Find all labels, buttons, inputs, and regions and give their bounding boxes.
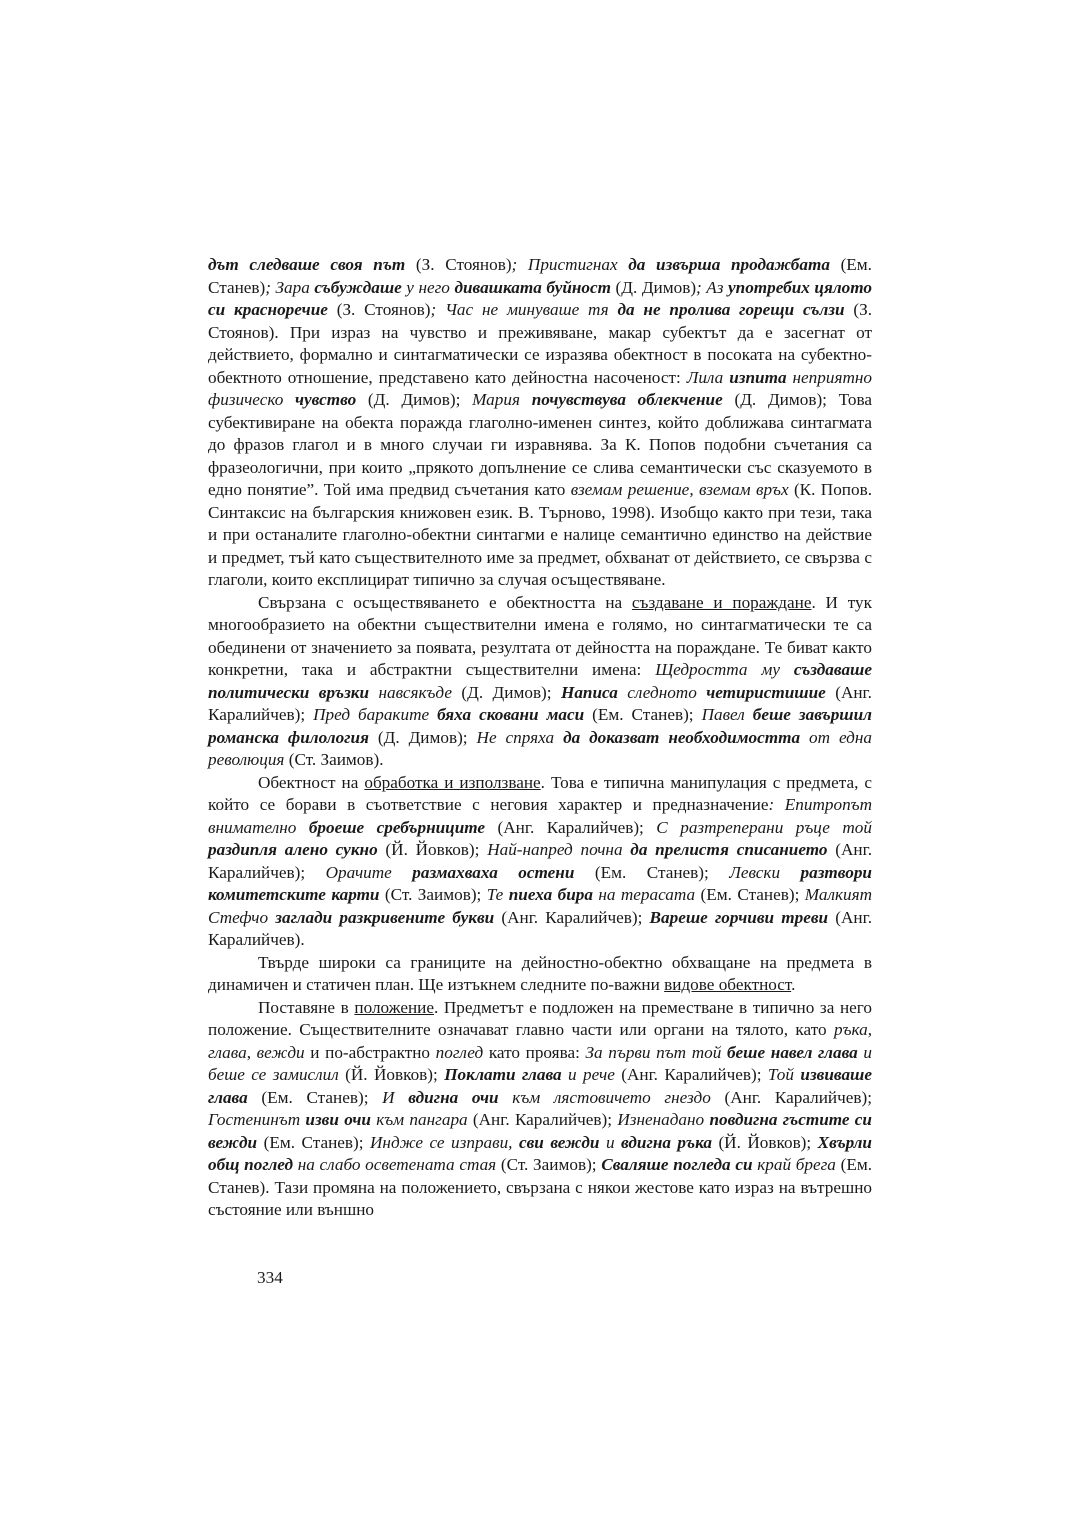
example-text: у него: [401, 277, 455, 297]
example-phrase: беше навел глава: [726, 1042, 858, 1062]
example-text: край брега: [752, 1155, 836, 1174]
example-phrase: вдигна ръка: [621, 1132, 712, 1152]
text-run: . И тук многообразието на обектни съществителни имена е голямо, но синтагматически те са обединени от значението за появата, резултата от дейността на пораждане. Те биват както конкретни, така и абстрактни съществителни имена:: [208, 592, 872, 679]
example-phrase: дът следваше своя път: [208, 255, 406, 274]
text-run: (Й. Йовков);: [711, 1132, 818, 1152]
text-run: (Д. Димов);: [368, 727, 477, 747]
example-text: глава: [208, 1042, 247, 1062]
example-phrase: Написа: [560, 682, 618, 702]
example-phrase: пиеха бира: [508, 885, 593, 904]
example-text: Павел: [701, 705, 753, 724]
text-run: (Д. Димов); Това субективиране на обекта поражда глаголно-именен синтез, който доближава синтагмата до фразов глагол и в много случаи ги изравнява. За К. Попов подобни съчетания са фразеологични, при които „прякото допълнение се слива семантически със сказуемото в едно понятие”. Той има предвид съчетания като: [208, 390, 872, 499]
example-phrase: събуждаше: [314, 277, 402, 297]
text-run: (Ем. Станев);: [695, 885, 805, 904]
example-text: Лила: [686, 367, 730, 387]
paragraph: [208, 254, 872, 592]
example-phrase: беше завършил романска филология: [208, 705, 872, 747]
example-text: от една революция: [208, 727, 872, 769]
text-run: (З. Стоянов). При израз на чувство и преживяване, макар субектът да е засегнат от действието, формално и синтагматически се изразява обектност в посоката на субектно-обектното отношение, представено като дейностна насоченост:: [208, 300, 872, 387]
example-text: ; Зара: [265, 277, 315, 297]
text-run: (Ем. Станев);: [247, 1087, 383, 1107]
paragraph: [208, 997, 872, 1222]
text-run: (Анг. Каралийчев);: [494, 907, 650, 927]
example-text: вежди: [256, 1042, 305, 1062]
example-text: на терасата: [592, 885, 696, 904]
text-run: (Д. Димов);: [451, 682, 561, 702]
example-text: ; Пристигнах: [511, 255, 629, 274]
text-run: (Анг. Каралийчев);: [208, 682, 872, 724]
text-run: (Ст. Заимов);: [379, 885, 487, 904]
term: обработка и използване: [364, 772, 541, 792]
example-text: неприятно физическо: [208, 367, 872, 409]
text-run: Твърде широки са границите на дейностно-обектно обхващане на предмета в динамичен и статичен план. Ще изтъкнем следните по-важни: [208, 952, 872, 994]
example-phrase: почувствува облекчение: [531, 390, 723, 409]
example-phrase: бяха сковани маси: [437, 705, 585, 724]
example-text: следното: [617, 682, 707, 702]
example-phrase: размахваха остени: [412, 862, 575, 882]
text-run: ,: [867, 1020, 872, 1039]
example-text: Щедростта му: [655, 660, 794, 679]
text-run: (Ем. Станев);: [257, 1132, 371, 1152]
example-phrase: създаваше политически връзки: [208, 660, 872, 702]
text-run: (З. Стоянов): [327, 300, 431, 319]
example-phrase: да извърша продажбата: [628, 255, 830, 274]
example-phrase: Вареше горчиви треви: [649, 907, 829, 927]
text-run: (Анг. Каралийчев);: [710, 1087, 873, 1107]
example-text: Малкият Стефчо: [208, 885, 872, 927]
example-text: вземам решение, вземам връх: [570, 480, 789, 499]
example-phrase: да прелистя списанието: [630, 840, 828, 859]
page-number: 334: [257, 1268, 283, 1287]
paragraph: [208, 592, 872, 772]
text-run: Свързана с осъществяването е обектността на: [258, 592, 632, 612]
example-phrase: вдигна очи: [408, 1087, 499, 1107]
text-run: (Ст. Заимов);: [496, 1155, 602, 1174]
text-run: (З. Стоянов): [405, 255, 512, 274]
text-run: (К. Попов. Синтаксис на българския книжовен език. В. Търново, 1998). Изобщо както при тези, така и при останалите глаголно-обектни синтагми е налице семантично единство на действие и предмет, тъй като съществителното име за предмет, обхванат от действието, се свързва с глаголи, които експлицират типично за случая осъществяване.: [208, 480, 872, 589]
text-run: (Анг. Каралийчев);: [485, 817, 657, 837]
term: видове обектност: [664, 975, 792, 994]
text-run: (Д. Димов);: [356, 390, 473, 409]
example-text: и: [599, 1132, 622, 1152]
example-text: Най-напред почна: [487, 840, 631, 859]
text-run: Обектност на: [258, 772, 365, 792]
example-text: Изненадано: [617, 1110, 710, 1129]
text-run: (Й. Йовков);: [377, 840, 488, 859]
example-phrase: четиристишие: [706, 682, 826, 702]
text-run: . Това е типична манипулация с предмета, с който се борави в съответствие с неговия характер и предназначение: [208, 772, 872, 814]
example-phrase: чувство: [295, 390, 357, 409]
example-phrase: извиваше глава: [208, 1065, 872, 1107]
example-text: към лястовичето гнездо: [498, 1087, 711, 1107]
example-text: и беше се замислил: [208, 1042, 872, 1084]
text-run: (Анг. Каралийчев);: [614, 1065, 768, 1084]
example-phrase: употребих цялото си красноречие: [208, 277, 872, 319]
example-text: Левски: [729, 862, 801, 882]
example-text: : Епитропът внимателно: [208, 795, 872, 837]
text-run: (Ст. Заимов).: [284, 750, 384, 769]
example-text: Орачите: [325, 862, 413, 882]
example-text: ръка: [833, 1020, 868, 1039]
example-text: към пангара: [370, 1110, 468, 1129]
example-text: Не спряха: [476, 727, 564, 747]
body-text: [208, 254, 872, 1222]
example-text: И: [382, 1087, 409, 1107]
example-phrase: изви очи: [305, 1110, 371, 1129]
text-run: (Ем. Станев). Тази промяна на положението, свързана с някои жестове като израз на вътрешно състояние или външно: [208, 1155, 873, 1219]
example-phrase: да доказват необходимостта: [563, 727, 801, 747]
text-run: ,: [246, 1042, 257, 1062]
example-text: Той: [767, 1065, 801, 1084]
text-run: (Анг. Каралийчев);: [467, 1110, 618, 1129]
text-run: (Ем. Станев);: [574, 862, 730, 882]
example-text: Индже се изправи,: [370, 1132, 519, 1152]
example-phrase: Поклати глава: [444, 1065, 562, 1084]
example-phrase: разтвори комитетските карти: [208, 862, 872, 904]
paragraph: [208, 952, 872, 997]
example-phrase: раздипля алено сукно: [208, 840, 378, 859]
example-phrase: дивашката буйност: [454, 277, 612, 297]
text-run: . Предметът е подложен на преместване в типично за него положение. Съществителните означават главно части или органи на тялото, като: [208, 997, 872, 1039]
text-run: (Д. Димов): [611, 277, 697, 297]
text-run: и по-абстрактно: [304, 1042, 436, 1062]
term: положение: [354, 997, 434, 1017]
example-text: За първи път той: [585, 1042, 727, 1062]
example-text: Гостенинът: [208, 1110, 306, 1129]
example-phrase: изпита: [729, 367, 787, 387]
example-text: ; Аз: [696, 277, 729, 297]
example-phrase: Сваляше погледа си: [601, 1155, 753, 1174]
example-text: Те: [486, 885, 509, 904]
term: създаване и пораждане: [631, 592, 812, 612]
example-text: ; Час не минуваше тя: [430, 300, 618, 319]
text-run: (Ем. Станев): [208, 255, 872, 297]
example-phrase: броеше сребърниците: [308, 817, 486, 837]
example-phrase: Хвърли общ поглед: [208, 1132, 872, 1174]
example-text: Мария: [472, 390, 532, 409]
example-phrase: да не пролива горещи сълзи: [617, 300, 845, 319]
example-phrase: сви вежди: [518, 1132, 600, 1152]
example-text: С разтреперани ръце той: [656, 817, 872, 837]
example-text: и рече: [561, 1065, 615, 1084]
example-text: навсякъде: [369, 682, 452, 702]
example-text: Пред бараките: [313, 705, 438, 724]
text-run: (Й. Йовков);: [338, 1065, 445, 1084]
text-run: (Анг. Каралийчев).: [208, 907, 872, 949]
text-run: (Ем. Станев);: [584, 705, 702, 724]
example-phrase: повдигна гъстите си вежди: [208, 1110, 872, 1152]
paragraph: [208, 772, 872, 952]
example-text: поглед: [435, 1042, 484, 1062]
text-run: (Анг. Каралийчев);: [208, 840, 872, 882]
text-run: като проява:: [483, 1042, 586, 1062]
text-run: Поставяне в: [258, 997, 355, 1017]
text-run: .: [791, 975, 796, 994]
example-text: на слабо осветената стая: [293, 1155, 497, 1174]
example-phrase: заглади разкривените букви: [275, 907, 495, 927]
